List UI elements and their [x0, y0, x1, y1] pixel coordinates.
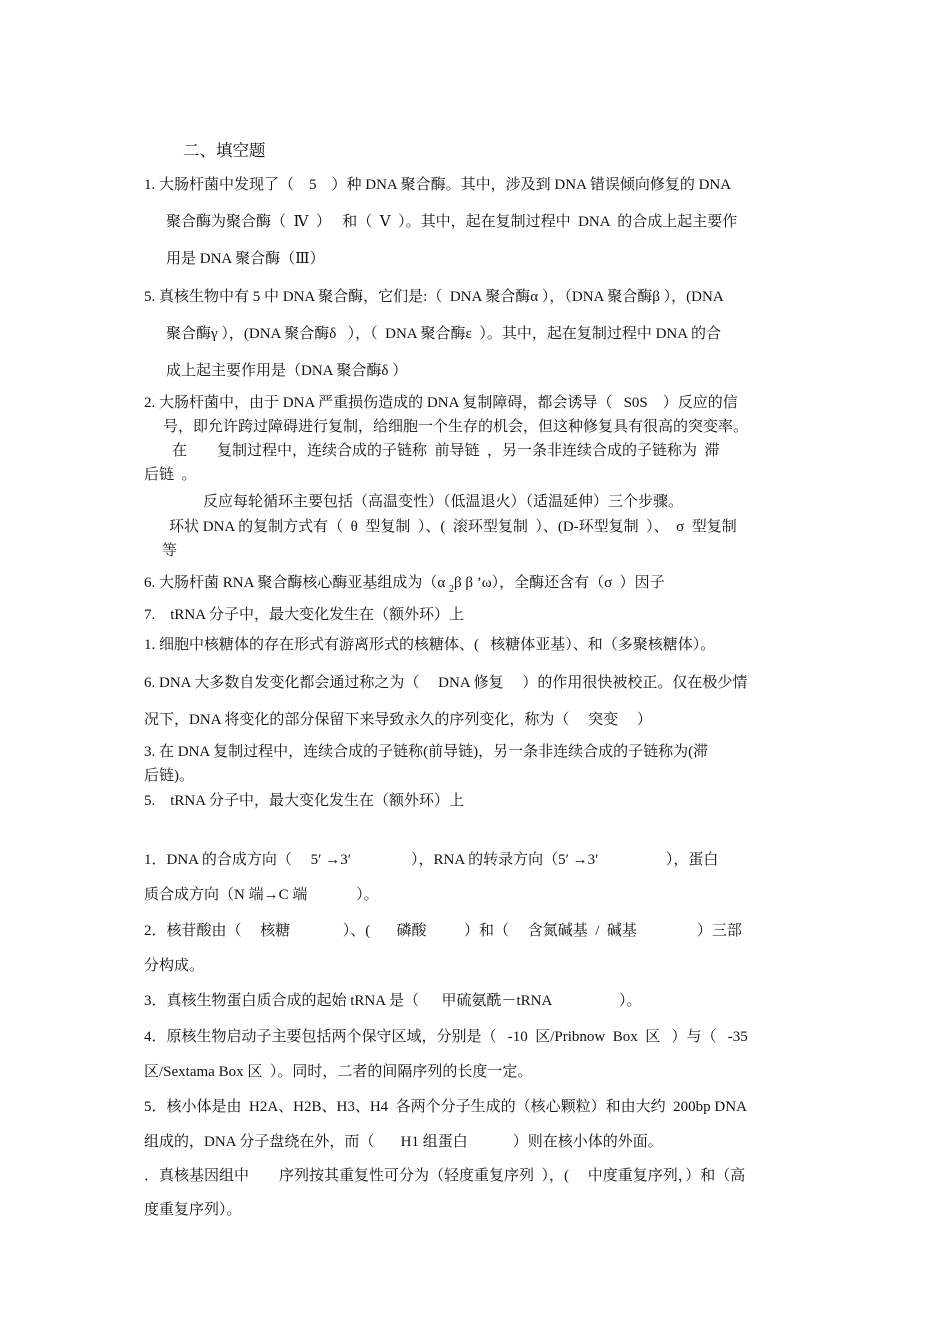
question-line: 2．核苷酸由（ 核糖 ）、( 磷酸 ）和（ 含氮碱基 / 碱基 ）三部	[144, 923, 742, 939]
question-line: 7. tRNA 分子中，最大变化发生在（额外环）上	[144, 607, 465, 623]
question-line: 聚合酶γ ），(DNA 聚合酶δ ），（ DNA 聚合酶ε ）。其中，起在复制过程中 DNA 的合	[166, 326, 722, 342]
question-line: 6. DNA 大多数自发变化都会通过称之为（ DNA 修复 ）的作用很快被校正。仅在极少情	[144, 675, 748, 691]
question-line: 成上起主要作用是（DNA 聚合酶δ ）	[166, 363, 408, 379]
question-line: 聚合酶为聚合酶（ Ⅳ ） 和（ Ⅴ ）。其中，起在复制过程中 DNA 的合成上起主要作	[166, 214, 738, 230]
question-line: 后链 。	[144, 467, 197, 483]
question-line: 1．DNA 的合成方向（ 5′ →3′ ），RNA 的转录方向（5′ →3′ ），蛋白	[144, 852, 719, 868]
line6-after: β β ’ω），全酶还含有（σ ）因子	[453, 575, 665, 591]
question-line: 反应每轮循环主要包括（高温变性）（低温退火）（适温延伸）三个步骤。	[203, 494, 684, 510]
question-line: 号，即允许跨过障碍进行复制，给细胞一个生存的机会，但这种修复具有很高的突变率。	[163, 419, 749, 435]
section-heading: 二、填空题	[183, 141, 266, 160]
question-line: 2. 大肠杆菌中，由于 DNA 严重损伤造成的 DNA 复制障碍，都会诱导（ S0S ）反应的信	[144, 395, 738, 411]
question-line: 等	[162, 543, 178, 559]
question-line: 组成的，DNA 分子盘绕在外，而（ H1 组蛋白 ）则在核小体的外面。	[144, 1134, 663, 1150]
question-line: 1. 大肠杆菌中发现了（ 5 ）种 DNA 聚合酶。其中，涉及到 DNA 错误倾向修复的 DNA	[144, 177, 732, 193]
question-line: 3. 在 DNA 复制过程中，连续合成的子链称(前导链)，另一条非连续合成的子链称为(滞	[144, 744, 709, 760]
question-line: 5．核小体是由 H2A、H2B、H3、H4 各两个分子生成的（核心颗粒）和由大约 200bp DNA	[144, 1099, 747, 1115]
question-line: 5. tRNA 分子中，最大变化发生在（额外环）上	[144, 793, 465, 809]
question-line: 后链)。	[144, 768, 194, 784]
question-line: 况下，DNA 将变化的部分保留下来导致永久的序列变化，称为（ 突变 ）	[144, 712, 652, 728]
question-line: 区/Sextama Box 区 ）。同时，二者的间隔序列的长度一定。	[144, 1064, 533, 1080]
question-line: 环状 DNA 的复制方式有（ θ 型复制 ）、( 滚环型复制 ）、(D-环型复制 ）、 σ 型复制	[169, 519, 737, 535]
question-line: 1. 细胞中核糖体的存在形式有游离形式的核糖体、( 核糖体亚基）、和（多聚核糖体）。	[144, 637, 716, 653]
line6-before: 6. 大肠杆菌 RNA 聚合酶核心酶亚基组成为（α	[144, 575, 449, 591]
question-line: 4．原核生物启动子主要包括两个保守区域，分别是（ -10 区/Pribnow Box 区 ）与（ -35	[144, 1029, 748, 1045]
question-line: 3．真核生物蛋白质合成的起始 tRNA 是（ 甲硫氨酰－tRNA ）。	[144, 993, 642, 1009]
question-line: 度重复序列）。	[144, 1202, 242, 1218]
question-line: 用是 DNA 聚合酶（Ⅲ）	[166, 251, 325, 267]
question-line: 5. 真核生物中有 5 中 DNA 聚合酶，它们是:（ DNA 聚合酶α ），（DNA 聚合酶β ），(DNA	[144, 289, 724, 305]
question-line	[144, 573, 665, 595]
question-line: 分构成。	[144, 958, 205, 974]
question-line: 质合成方向（N 端→C 端 ）。	[144, 887, 379, 903]
question-line: ．真核基因组中 序列按其重复性可分为（轻度重复序列 ），( 中度重复序列，）和（高	[144, 1168, 746, 1184]
question-line: 在 复制过程中，连续合成的子链称 前导链 ，另一条非连续合成的子链称为 滞	[172, 443, 720, 459]
line6-subscript: 2	[448, 584, 454, 595]
